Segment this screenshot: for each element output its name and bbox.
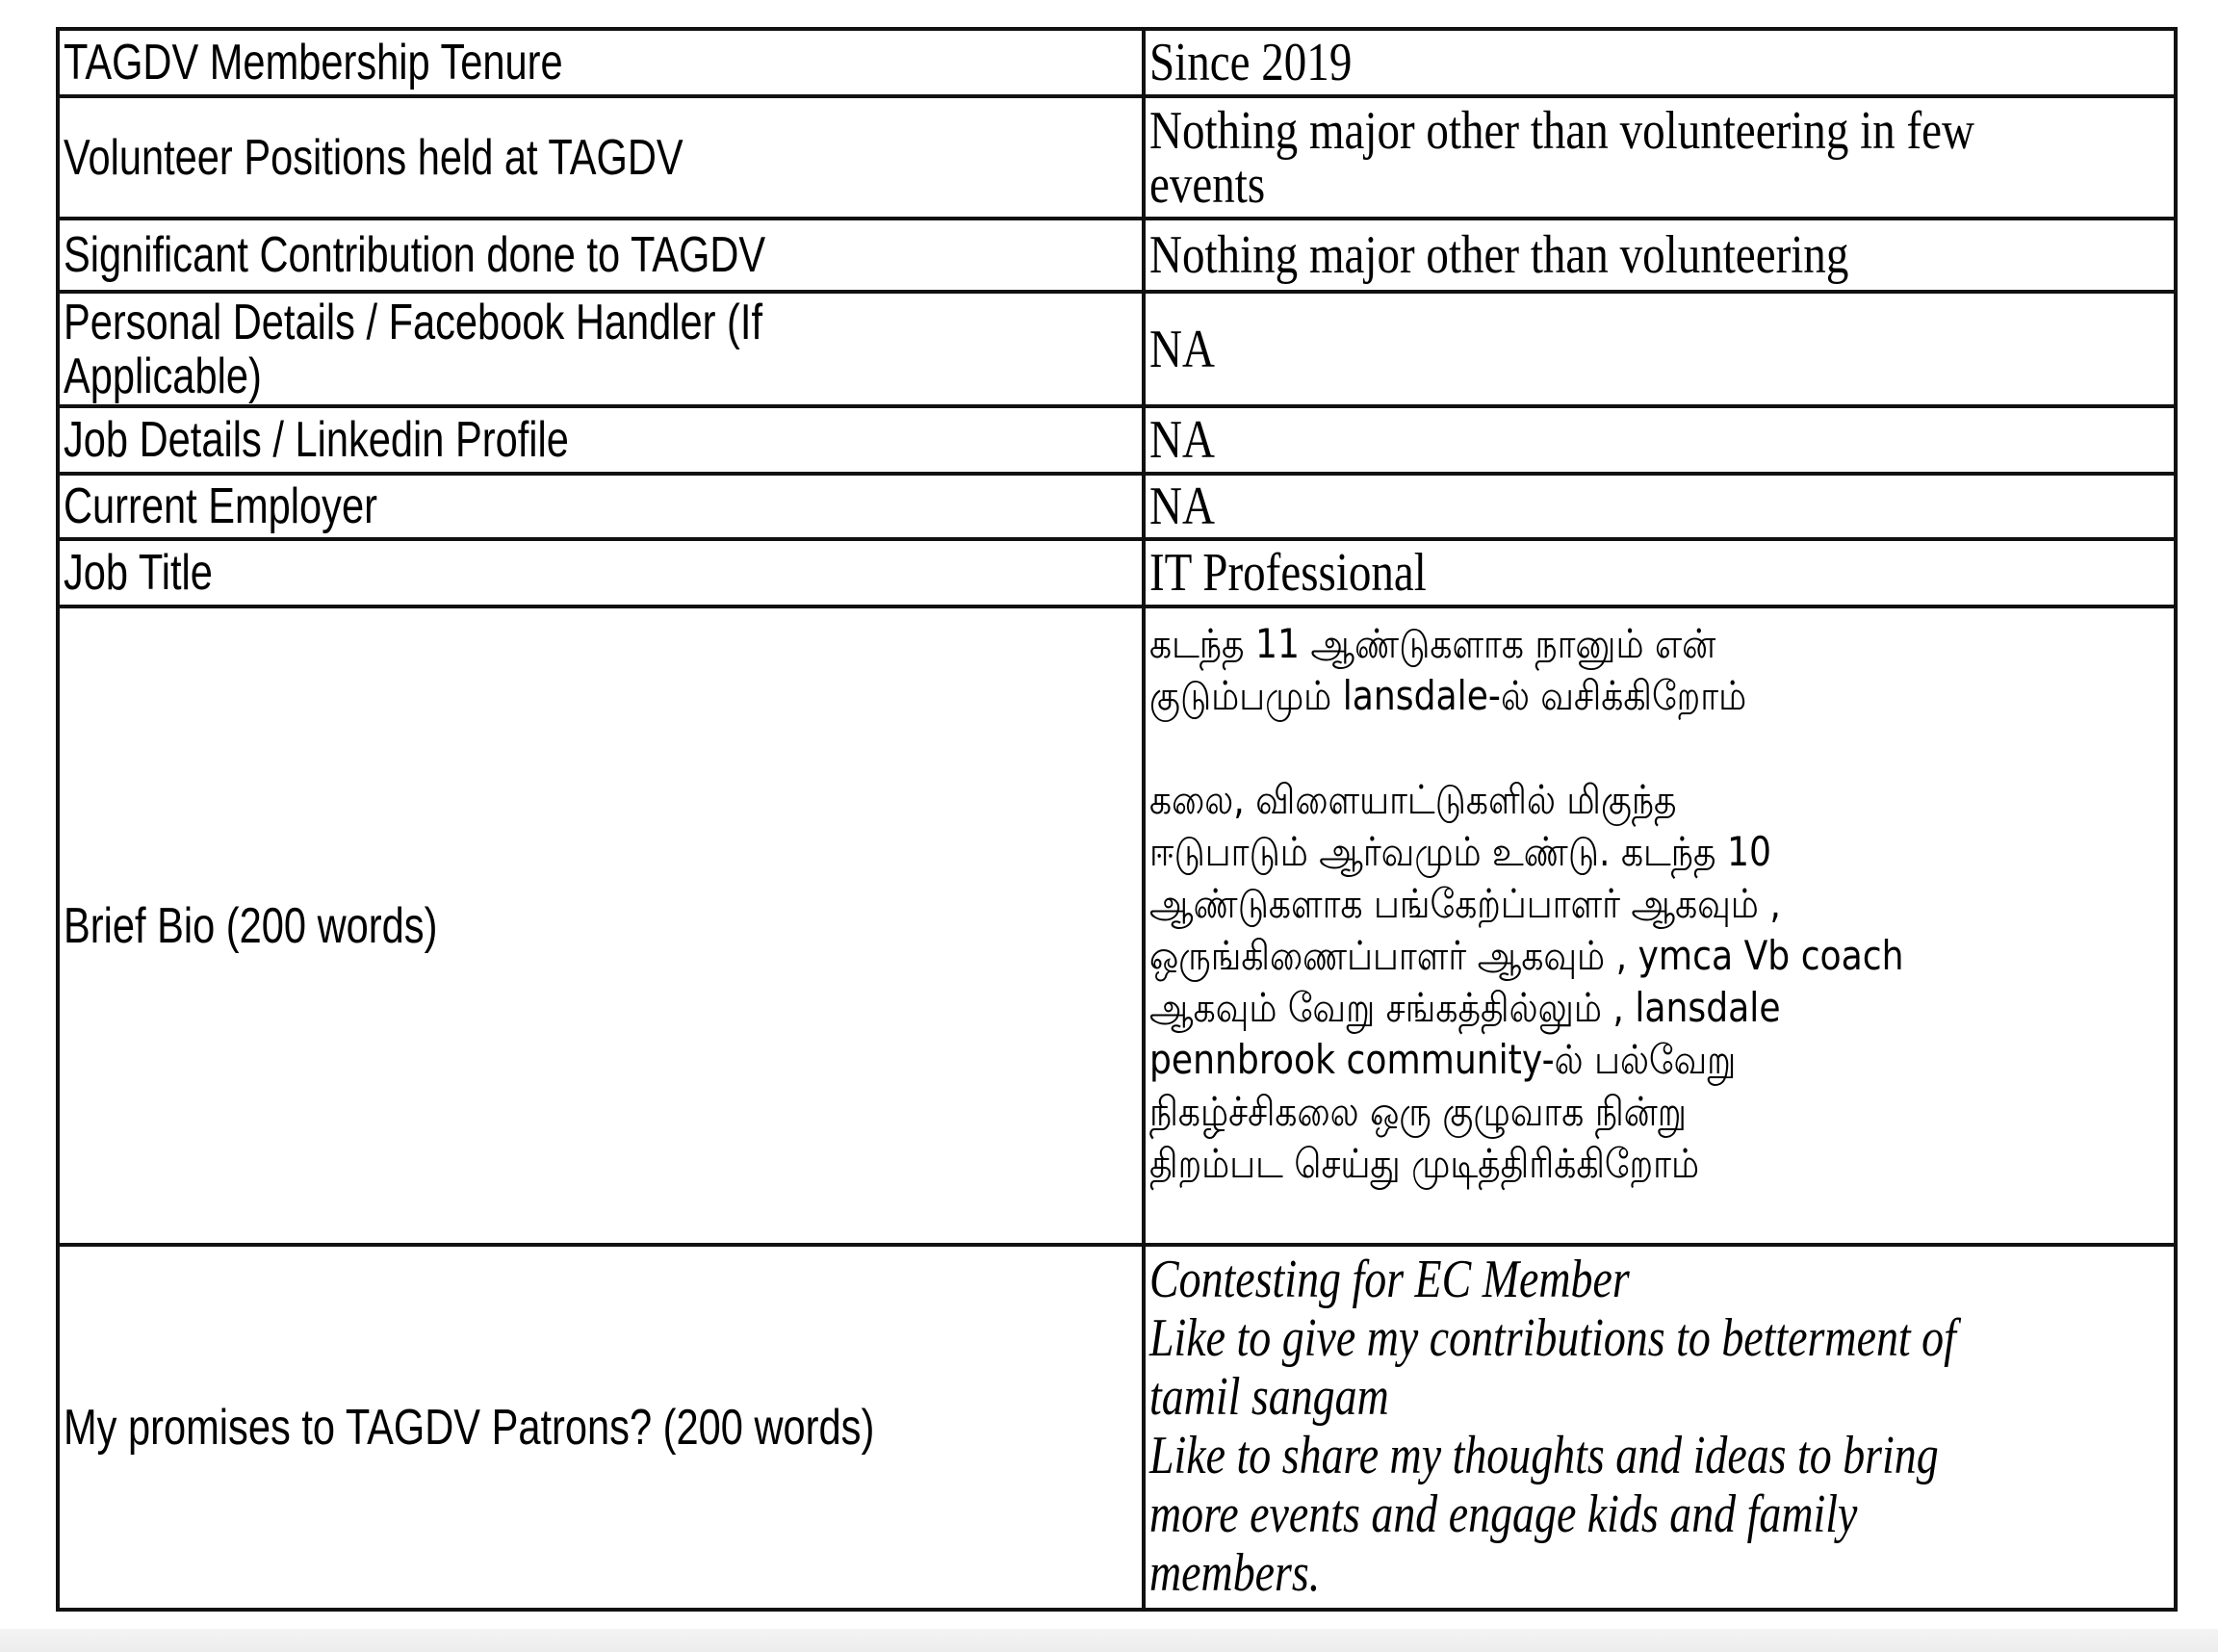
- row-label-line: Applicable): [64, 348, 262, 404]
- value-cell: [1144, 29, 2176, 96]
- row-label: Job Details / Linkedin Profile: [64, 412, 569, 468]
- row-label-line: Personal Details / Facebook Handler (If: [64, 294, 763, 350]
- label-cell: [58, 219, 1144, 292]
- bio-line: ஆகவும் வேறு சங்கத்தில்லும் , lansdale: [1149, 984, 1781, 1031]
- bio-line: pennbrook community-ல் பல்வேறு: [1149, 1036, 1737, 1083]
- label-cell: [58, 1245, 1144, 1610]
- page-bottom-shadow: [0, 1629, 2218, 1652]
- table-row-job-details: [58, 406, 2176, 474]
- value-cell: [1144, 474, 2176, 539]
- row-value-line: Nothing major other than volunteering in few: [1149, 100, 1974, 161]
- value-cell: [1144, 1245, 2176, 1610]
- label-cell: [58, 474, 1144, 539]
- label-cell: [58, 292, 1144, 406]
- candidate-profile-table: [56, 27, 2178, 1612]
- row-label: Brief Bio (200 words): [64, 897, 438, 954]
- table-row-brief-bio: [58, 607, 2176, 1245]
- label-cell: [58, 607, 1144, 1245]
- bio-text: [1149, 618, 2030, 1190]
- promise-line: members.: [1149, 1543, 1321, 1603]
- row-value: Nothing major other than volunteering: [1149, 225, 1849, 285]
- table-row-volunteer-positions: [58, 96, 2176, 219]
- bio-line: ஆண்டுகளாக பங்கேற்ப்பாளர் ஆகவும் ,: [1149, 880, 1781, 927]
- bio-line: திறம்பட செய்து முடித்திரிக்கிறோம்: [1149, 1140, 1700, 1187]
- row-value: NA: [1149, 410, 1215, 470]
- row-label: Volunteer Positions held at TAGDV: [64, 129, 683, 186]
- bio-line: ஈடுபாடும் ஆர்வமும் உண்டு. கடந்த 10: [1149, 828, 1771, 875]
- value-cell: [1144, 96, 2176, 219]
- table-row-promises: [58, 1245, 2176, 1610]
- bio-line: நிகழ்ச்சிகலை ஒரு குழுவாக நின்று: [1149, 1088, 1687, 1135]
- row-value: NA: [1149, 319, 1215, 379]
- row-label: TAGDV Membership Tenure: [64, 35, 563, 90]
- promise-line: more events and engage kids and family: [1149, 1484, 1858, 1544]
- value-cell: [1144, 607, 2176, 1245]
- label-cell: [58, 406, 1144, 474]
- promise-line: Like to give my contributions to betterment of: [1149, 1308, 1956, 1368]
- bio-line: குடும்பமும் lansdale-ல் வசிக்கிறோம்: [1149, 672, 1747, 719]
- row-value: Since 2019: [1149, 33, 1353, 92]
- value-cell: [1144, 292, 2176, 406]
- row-label: Job Title: [64, 545, 213, 601]
- value-cell: [1144, 219, 2176, 292]
- bio-line: கடந்த 11 ஆண்டுகளாக நானும் என்: [1149, 620, 1716, 667]
- row-value: IT Professional: [1149, 543, 1427, 603]
- value-cell: [1144, 539, 2176, 607]
- promise-line: tamil sangam: [1149, 1367, 1389, 1427]
- label-cell: [58, 539, 1144, 607]
- value-cell: [1144, 406, 2176, 474]
- row-value: NA: [1149, 477, 1215, 536]
- bio-line: ஒருங்கிணைப்பாளர் ஆகவும் , ymca Vb coach: [1149, 932, 1904, 979]
- promises-text: [1149, 1251, 1989, 1603]
- row-label: Current Employer: [64, 478, 377, 534]
- promise-line: Like to share my thoughts and ideas to bring: [1149, 1426, 1939, 1485]
- promise-line: Contesting for EC Member: [1149, 1250, 1630, 1309]
- table-row-job-title: [58, 539, 2176, 607]
- table-row-current-employer: [58, 474, 2176, 539]
- table-row-membership-tenure: [58, 29, 2176, 96]
- bio-blank-line: [1149, 722, 2030, 774]
- row-value-line: events: [1149, 154, 1266, 215]
- label-cell: [58, 96, 1144, 219]
- table-row-significant-contribution: [58, 219, 2176, 292]
- table-row-personal-details: [58, 292, 2176, 406]
- row-label: Significant Contribution done to TAGDV: [64, 227, 766, 283]
- row-label: My promises to TAGDV Patrons? (200 words): [64, 1399, 875, 1456]
- bio-line: கலை, விளையாட்டுகளில் மிகுந்த: [1149, 776, 1677, 823]
- label-cell: [58, 29, 1144, 96]
